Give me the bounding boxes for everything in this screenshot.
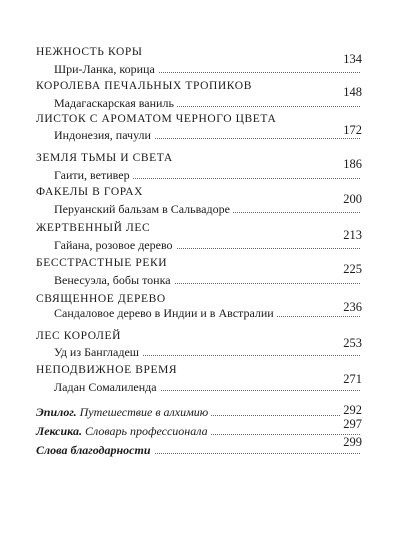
chapter-subtitle: Уд из Бангладеш — [54, 345, 142, 360]
page-number: 236 — [340, 300, 362, 315]
page-number: 172 — [340, 123, 362, 138]
chapter-title: ЛИСТОК С АРОМАТОМ ЧЕРНОГО ЦВЕТА — [36, 113, 277, 125]
page-number: 134 — [340, 52, 362, 67]
chapter-subtitle: Шри-Ланка, корица — [54, 62, 158, 77]
chapter-subtitle: Гаити, ветивер — [54, 168, 133, 183]
backmatter-bold-label: Слова благодарности — [36, 443, 151, 457]
chapter-subtitle: Сандаловое дерево в Индии и в Австралии — [54, 306, 277, 321]
chapter-title: НЕЖНОСТЬ КОРЫ — [36, 46, 143, 58]
chapter-title: ФАКЕЛЫ В ГОРАХ — [36, 186, 144, 198]
page-number: 299 — [340, 435, 362, 450]
chapter-title: БЕССТРАСТНЫЕ РЕКИ — [36, 257, 168, 269]
page-number: 292 — [340, 403, 362, 418]
page-number: 297 — [340, 417, 362, 432]
chapter-subtitle: Гайана, розовое дерево — [54, 238, 176, 253]
chapter-subtitle: Перуанский бальзам в Сальвадоре — [54, 202, 233, 217]
page-number: 213 — [340, 228, 362, 243]
page-number: 225 — [340, 262, 362, 277]
chapter-title: НЕПОДВИЖНОЕ ВРЕМЯ — [36, 364, 178, 376]
page-number: 186 — [340, 157, 362, 172]
page-number: 200 — [340, 192, 362, 207]
backmatter-bold-label: Лексика. — [36, 424, 82, 438]
chapter-subtitle: Индонезия, пачули — [54, 128, 154, 143]
chapter-title: КОРОЛЕВА ПЕЧАЛЬНЫХ ТРОПИКОВ — [36, 80, 252, 92]
backmatter-row — [0, 435, 400, 461]
backmatter-bold-label: Эпилог. — [36, 405, 77, 419]
chapter-title: СВЯЩЕННОЕ ДЕРЕВО — [36, 293, 166, 305]
chapter-title: ЗЕМЛЯ ТЬМЫ И СВЕТА — [36, 152, 173, 164]
page-number: 271 — [340, 372, 362, 387]
chapter-subtitle: Венесуэла, бобы тонка — [54, 273, 174, 288]
backmatter-text: Путешествие в алхимию — [76, 405, 209, 419]
chapter-title: ЛЕС КОРОЛЕЙ — [36, 330, 122, 342]
chapter-title: ЖЕРТВЕННЫЙ ЛЕС — [36, 222, 151, 234]
chapter-subtitle: Мадагаскарская ваниль — [54, 96, 177, 111]
chapter-subtitle: Ладан Сомалиленда — [54, 380, 160, 395]
page-number: 253 — [340, 336, 362, 351]
backmatter-text: Словарь профессионала — [81, 424, 208, 438]
page-number: 148 — [340, 85, 362, 100]
